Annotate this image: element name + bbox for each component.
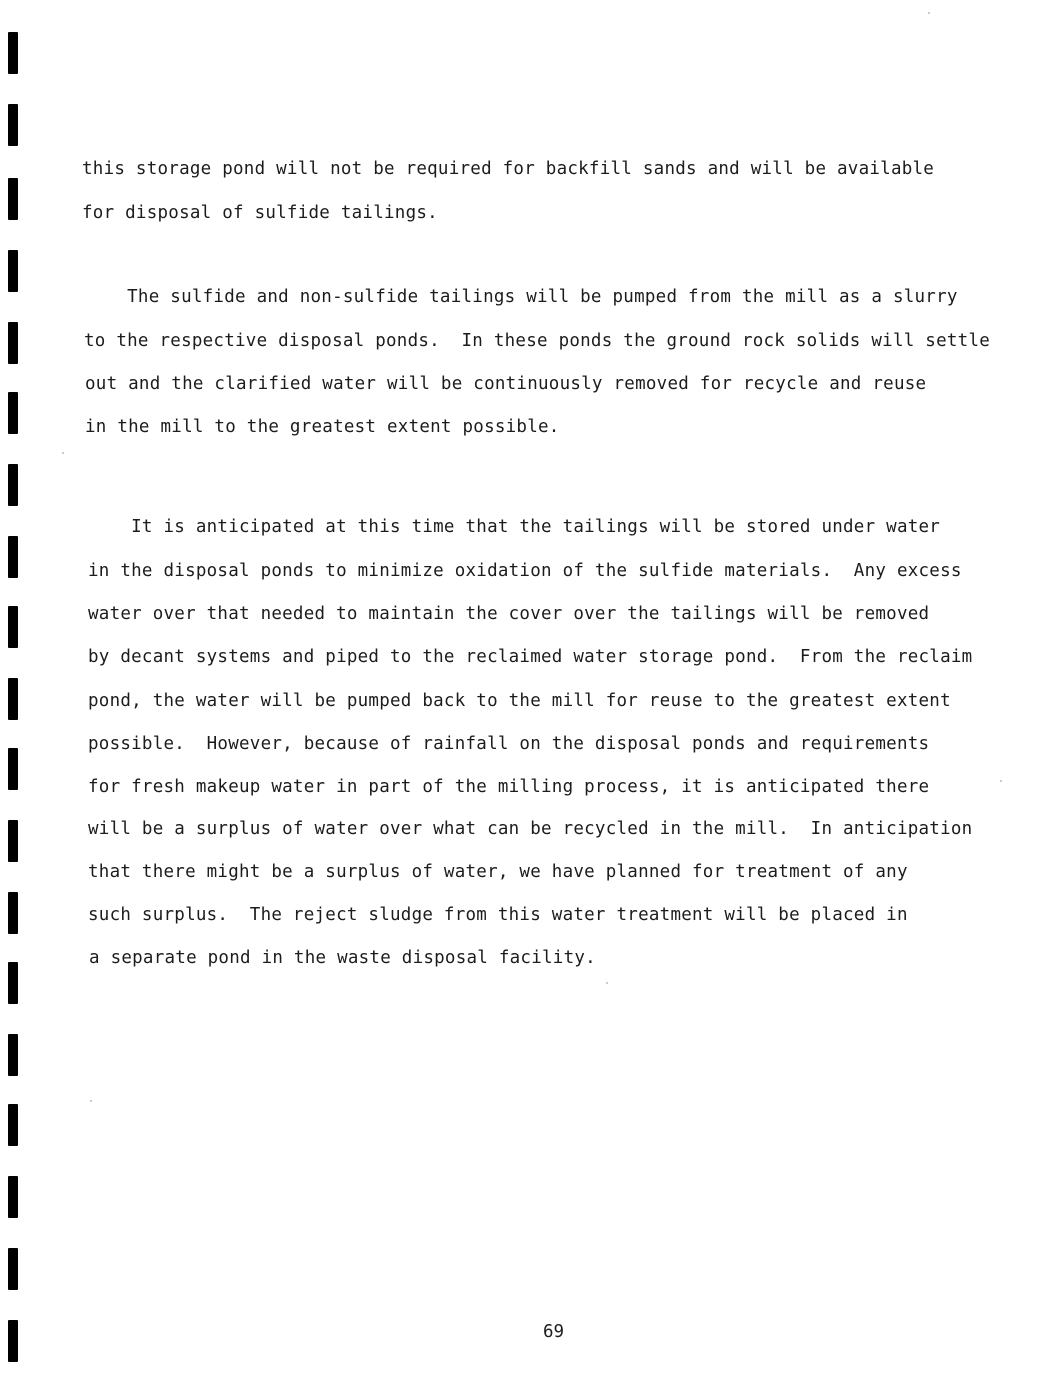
scan-speck xyxy=(606,982,608,984)
binding-hole-mark xyxy=(8,536,18,578)
binding-hole-mark xyxy=(8,962,18,1004)
text-line: to the respective disposal ponds. In these ponds the ground rock solids will settle xyxy=(84,331,991,351)
scan-speck xyxy=(928,12,930,14)
page-number: 69 xyxy=(543,1322,565,1342)
text-line: pond, the water will be pumped back to the mill for reuse to the greatest extent xyxy=(88,691,951,711)
text-line: out and the clarified water will be continuously removed for recycle and reuse xyxy=(85,374,927,394)
text-line: It is anticipated at this time that the tailings will be stored under water xyxy=(88,517,941,537)
text-line: for disposal of sulfide tailings. xyxy=(82,203,438,223)
binding-hole-mark xyxy=(8,104,18,146)
text-line: in the mill to the greatest extent possible. xyxy=(85,417,560,437)
scan-speck xyxy=(62,452,64,454)
text-line: by decant systems and piped to the reclaimed water storage pond. From the reclaim xyxy=(88,647,973,667)
binding-hole-mark xyxy=(8,1176,18,1218)
text-line: a separate pond in the waste disposal facility. xyxy=(89,948,596,968)
scan-speck xyxy=(90,1100,92,1102)
binding-hole-mark xyxy=(8,606,18,648)
scan-speck xyxy=(1000,780,1002,782)
text-line: will be a surplus of water over what can be recycled in the mill. In anticipation xyxy=(88,819,973,839)
text-line: this storage pond will not be required for backfill sands and will be available xyxy=(82,159,935,179)
binding-hole-mark xyxy=(8,178,18,220)
binding-hole-mark xyxy=(8,892,18,934)
binding-hole-mark xyxy=(8,678,18,720)
binding-hole-mark xyxy=(8,464,18,506)
binding-hole-mark xyxy=(8,1034,18,1076)
binding-hole-mark xyxy=(8,322,18,364)
binding-hole-mark xyxy=(8,1320,18,1362)
binding-holes-strip xyxy=(0,0,40,1380)
text-line: that there might be a surplus of water, we have planned for treatment of any xyxy=(88,862,908,882)
binding-hole-mark xyxy=(8,250,18,292)
binding-hole-mark xyxy=(8,32,18,74)
text-line: in the disposal ponds to minimize oxidation of the sulfide materials. Any excess xyxy=(88,561,962,581)
binding-hole-mark xyxy=(8,820,18,862)
text-line: such surplus. The reject sludge from this water treatment will be placed in xyxy=(88,905,908,925)
binding-hole-mark xyxy=(8,1104,18,1146)
text-line: for fresh makeup water in part of the milling process, it is anticipated there xyxy=(88,777,930,797)
binding-hole-mark xyxy=(8,748,18,790)
text-line: possible. However, because of rainfall on the disposal ponds and requirements xyxy=(88,734,930,754)
text-line: The sulfide and non-sulfide tailings will be pumped from the mill as a slurry xyxy=(84,287,958,307)
binding-hole-mark xyxy=(8,1248,18,1290)
binding-hole-mark xyxy=(8,392,18,434)
text-line: water over that needed to maintain the cover over the tailings will be removed xyxy=(88,604,930,624)
